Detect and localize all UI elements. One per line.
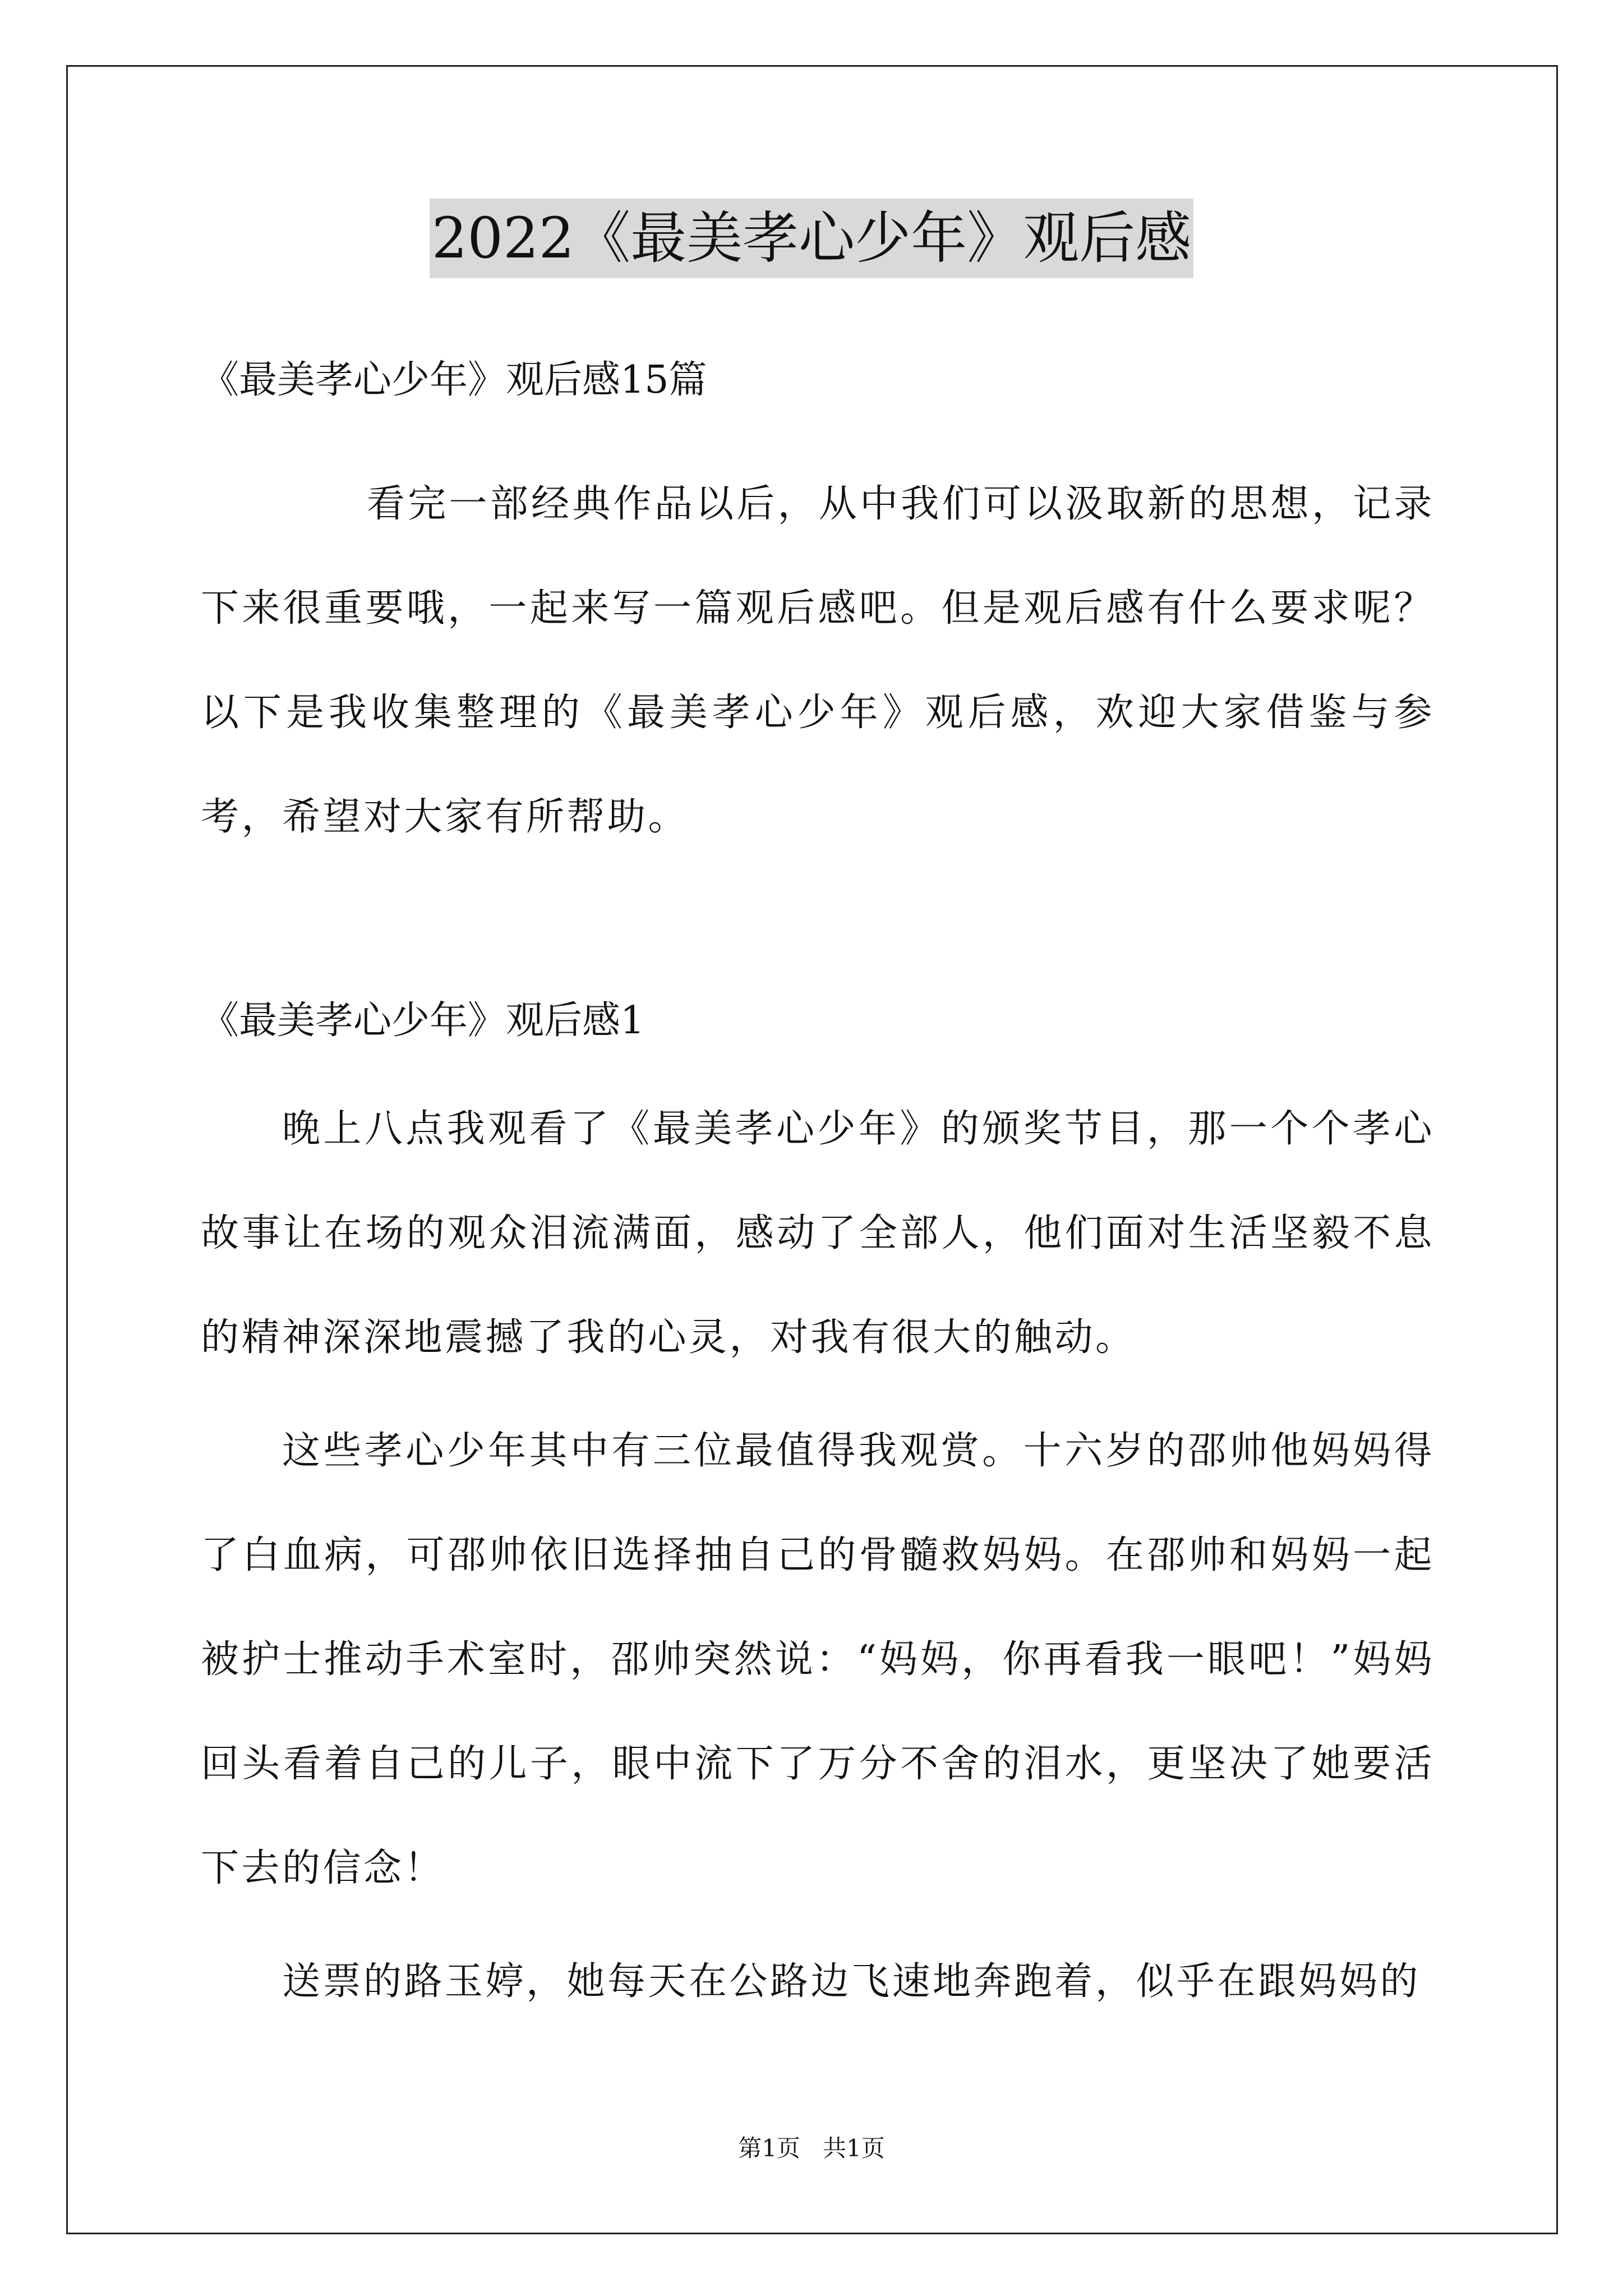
document-subtitle: 《最美孝心少年》观后感15篇 (201, 358, 707, 402)
section-title: 《最美孝心少年》观后感1 (201, 999, 645, 1043)
title-container (0, 199, 1623, 278)
intro-paragraph: 看完一部经典作品以后，从中我们可以汲取新的思想，记录下来很重要哦，一起来写一篇观后感吧。但是观后感有什么要求呢？以下是我收集整理的《最美孝心少年》观后感，欢迎大家借鉴与参考，希望对大家有所帮助。 (201, 482, 1435, 839)
document-title: 2022《最美孝心少年》观后感 (430, 199, 1194, 278)
body-paragraph-3: 送票的路玉婷，她每天在公路边飞速地奔跑着，似乎在跟妈妈的 (282, 1959, 1421, 2004)
body-paragraph-1: 晚上八点我观看了《最美孝心少年》的颁奖节目，那一个个孝心故事让在场的观众泪流满面，感动了全部人，他们面对生活坚毅不息的精神深深地震撼了我的心灵，对我有很大的触动。 (201, 1107, 1435, 1360)
page-footer: 第1页 共1页 (738, 2134, 885, 2162)
body-paragraph-2: 这些孝心少年其中有三位最值得我观赏。十六岁的邵帅他妈妈得了白血病，可邵帅依旧选择抽自己的骨髓救妈妈。在邵帅和妈妈一起被护士推动手术室时，邵帅突然说：“妈妈，你再看我一眼吧！”妈妈回头看着自己的儿子，眼中流下了万分不舍的泪水，更坚决了她要活下去的信念！ (201, 1429, 1435, 1890)
document-body (201, 348, 1435, 2034)
